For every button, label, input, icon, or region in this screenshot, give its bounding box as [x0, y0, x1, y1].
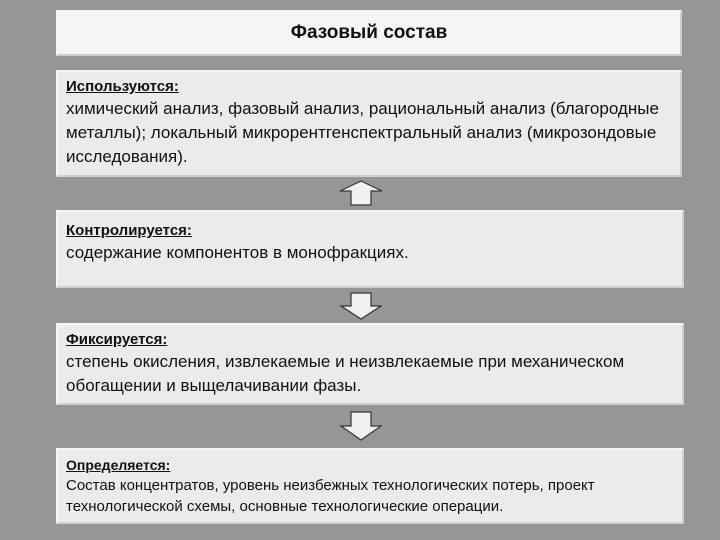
arrow-up-icon: [338, 180, 384, 206]
block-text: содержание компонентов в монофракциях.: [66, 243, 409, 262]
block-controlled: [56, 210, 684, 288]
diagram-title: [56, 10, 682, 56]
block-fixed: [56, 323, 684, 405]
block-heading: Фиксируется:: [66, 331, 168, 348]
block-text: Состав концентратов, уровень неизбежных технологических потерь, проект технологической схемы, основные технологические операции.: [66, 477, 595, 515]
block-text: степень окисления, извлекаемые и неизвлекаемые при механическом обогащении и выщелачивании фазы.: [66, 352, 625, 395]
block-heading: Определяется:: [66, 457, 171, 473]
diagram-title-text: Фазовый состав: [290, 22, 448, 43]
arrow-down-icon: [340, 411, 382, 441]
block-determined: [56, 448, 684, 524]
arrow-down-icon: [340, 292, 382, 320]
block-heading: Контролируется:: [66, 222, 192, 239]
block-text: химический анализ, фазовый анализ, рациональный анализ (благородные металлы); локальный микрорентгенспектральный анализ (микрозондовые исследования).: [66, 99, 659, 166]
block-used-methods: [56, 70, 682, 177]
block-heading: Используются:: [66, 78, 179, 95]
